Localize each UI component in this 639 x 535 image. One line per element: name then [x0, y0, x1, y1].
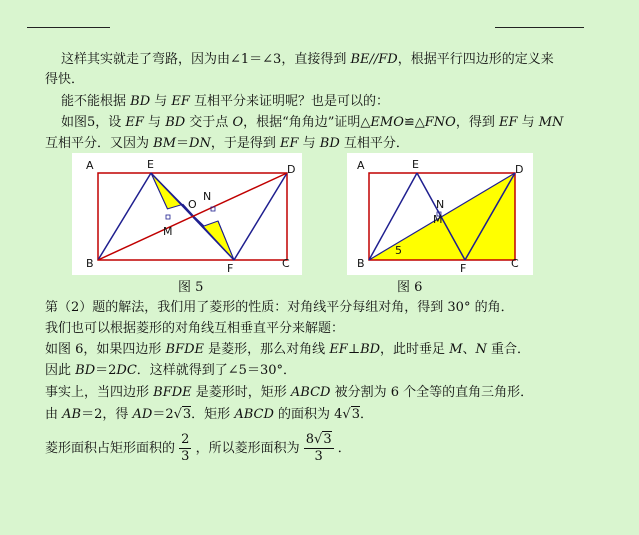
- text-span: 这样其实就走了弯路，因为由∠1＝∠3，直接得到: [61, 52, 351, 67]
- text-line-3: [61, 93, 389, 111]
- text-span: 互相平分．又因为: [45, 136, 154, 151]
- text-span: 能不能根据: [61, 94, 131, 109]
- numerator-coefficient: 8: [305, 432, 315, 447]
- math-var: EF: [329, 342, 348, 357]
- segment-fd: [234, 173, 287, 260]
- math-var: EF: [498, 115, 518, 130]
- label-o: O: [188, 198, 197, 211]
- label-n: N: [203, 190, 212, 203]
- label-n: N: [436, 198, 445, 211]
- text-span: 互相平分来证明呢？也是可以的：: [189, 94, 390, 109]
- text-span: ，根据“角角边”证明△: [243, 115, 371, 130]
- math-var: EMO: [370, 115, 404, 130]
- text-span: 被分割为 6 个全等的直角三角形．: [330, 385, 534, 400]
- math-var: MN: [538, 115, 564, 130]
- label-a: A: [86, 159, 94, 172]
- math-var: BFDE: [153, 385, 192, 400]
- label-f: F: [460, 262, 467, 275]
- math-symbol: //: [369, 52, 379, 67]
- figure-5-caption: 图 5: [178, 280, 204, 295]
- math-var: O: [232, 115, 244, 130]
- math-var: BD: [360, 342, 381, 357]
- label-c: C: [511, 257, 519, 270]
- math-var: DN: [189, 136, 211, 151]
- text-span: 交于点: [185, 115, 233, 130]
- text-line-1: [61, 51, 554, 69]
- sqrt-radicand: 3: [351, 407, 360, 422]
- text-line-11: [45, 406, 373, 424]
- math-var: ABCD: [290, 385, 331, 400]
- text-span: 互相平分．: [339, 136, 409, 151]
- math-var: N: [475, 342, 487, 357]
- math-var: BE: [350, 52, 370, 67]
- math-var: BD: [319, 136, 340, 151]
- sqrt-sign: √: [173, 407, 182, 422]
- segment-be: [98, 173, 151, 260]
- text-span: ．这样就得到了∠5＝30°．: [136, 363, 296, 378]
- text-span: 是菱形时，矩形: [191, 385, 291, 400]
- text-span: ＝2: [152, 407, 174, 422]
- text-span: 如图5，设: [61, 115, 126, 130]
- text-span: ≌△: [403, 115, 425, 130]
- fraction-two-thirds: [179, 432, 191, 465]
- math-var: FD: [378, 52, 398, 67]
- text-line-8: [45, 341, 530, 359]
- math-var: DC: [116, 363, 137, 378]
- label-e: E: [147, 158, 154, 171]
- math-var: EF: [279, 136, 299, 151]
- sqrt-sign: √: [314, 432, 323, 447]
- text-span: 是菱形，那么对角线: [204, 342, 330, 357]
- text-line-5: [45, 135, 409, 153]
- label-b: B: [357, 257, 365, 270]
- text-span: ．: [360, 407, 374, 422]
- text-span: 与: [298, 136, 320, 151]
- text-span: ，根据平行四边形的定义来: [397, 52, 554, 67]
- text-line-10: [45, 384, 533, 402]
- text-line-4: [61, 114, 563, 132]
- text-line-6: 第（2）题的解法，我们用了菱形的性质：对角线平分每组对角，得到 30° 的角．: [45, 300, 514, 315]
- math-var: FNO: [424, 115, 456, 130]
- math-var: BM: [153, 136, 177, 151]
- text-span: 菱形面积占矩形面积的: [45, 441, 176, 456]
- text-span: 与: [517, 115, 539, 130]
- text-span: ＝2: [95, 363, 117, 378]
- text-line-9: [45, 362, 296, 380]
- label-a: A: [357, 159, 365, 172]
- text-span: ．矩形: [191, 407, 235, 422]
- text-span: ，得到: [455, 115, 499, 130]
- text-span: ，于是得到: [210, 136, 280, 151]
- text-span: ，所以菱形面积为: [195, 441, 300, 456]
- math-var: AB: [62, 407, 82, 422]
- label-c: C: [282, 257, 290, 270]
- top-rule-left: [27, 27, 110, 28]
- label-d: D: [515, 163, 524, 176]
- text-span: 、: [462, 342, 476, 357]
- label-m: M: [433, 213, 443, 226]
- math-var: BFDE: [165, 342, 205, 357]
- text-span: ，此时垂足: [380, 342, 450, 357]
- math-var: ABCD: [234, 407, 274, 422]
- sqrt-radicand: 3: [323, 432, 332, 447]
- text-line-7: 我们也可以根据菱形的对角线互相垂直平分来解题：: [45, 321, 345, 336]
- text-span: 因此: [45, 363, 76, 378]
- text-span: ＝: [176, 136, 190, 151]
- math-var: BD: [75, 363, 96, 378]
- diagonal-bd: [98, 173, 287, 260]
- text-span: 的面积为 4: [273, 407, 343, 422]
- text-span: ＝2，得: [81, 407, 133, 422]
- text-line-2: 得快．: [45, 72, 85, 87]
- math-var: M: [449, 342, 463, 357]
- label-e: E: [412, 158, 419, 171]
- figure-6-caption: 图 6: [397, 280, 423, 295]
- sqrt-radicand: 3: [182, 407, 192, 422]
- text-span: 事实上，当四边形: [45, 385, 154, 400]
- angle-label-5: 5: [395, 244, 402, 257]
- text-span: ⊥: [347, 342, 361, 357]
- fraction-denominator: 3: [314, 449, 323, 464]
- figure-5-diagram: [72, 153, 302, 275]
- math-var: EF: [125, 115, 144, 130]
- text-span: 如图 6，如果四边形: [45, 342, 166, 357]
- fraction-numerator: [304, 432, 334, 449]
- fraction-rhombus-area: [304, 432, 334, 465]
- text-span: 与: [143, 115, 166, 130]
- label-f: F: [227, 262, 234, 275]
- label-d: D: [287, 163, 296, 176]
- text-span: 与: [150, 94, 172, 109]
- fraction-numerator: 2: [181, 432, 190, 447]
- fraction-denominator: 3: [181, 449, 190, 464]
- label-b: B: [86, 257, 94, 270]
- figure-6-diagram: [347, 153, 533, 275]
- math-var: BD: [130, 94, 151, 109]
- right-angle-m: [166, 215, 170, 219]
- math-var: BD: [165, 115, 186, 130]
- sqrt-sign: √: [342, 407, 351, 422]
- text-span: ．: [337, 441, 351, 456]
- math-var: AD: [132, 407, 153, 422]
- label-m: M: [163, 225, 173, 238]
- text-span: 重合．: [486, 342, 531, 357]
- text-line-12: [45, 430, 351, 468]
- math-var: EF: [171, 94, 190, 109]
- text-span: 由: [45, 407, 63, 422]
- top-rule-right: [495, 27, 584, 28]
